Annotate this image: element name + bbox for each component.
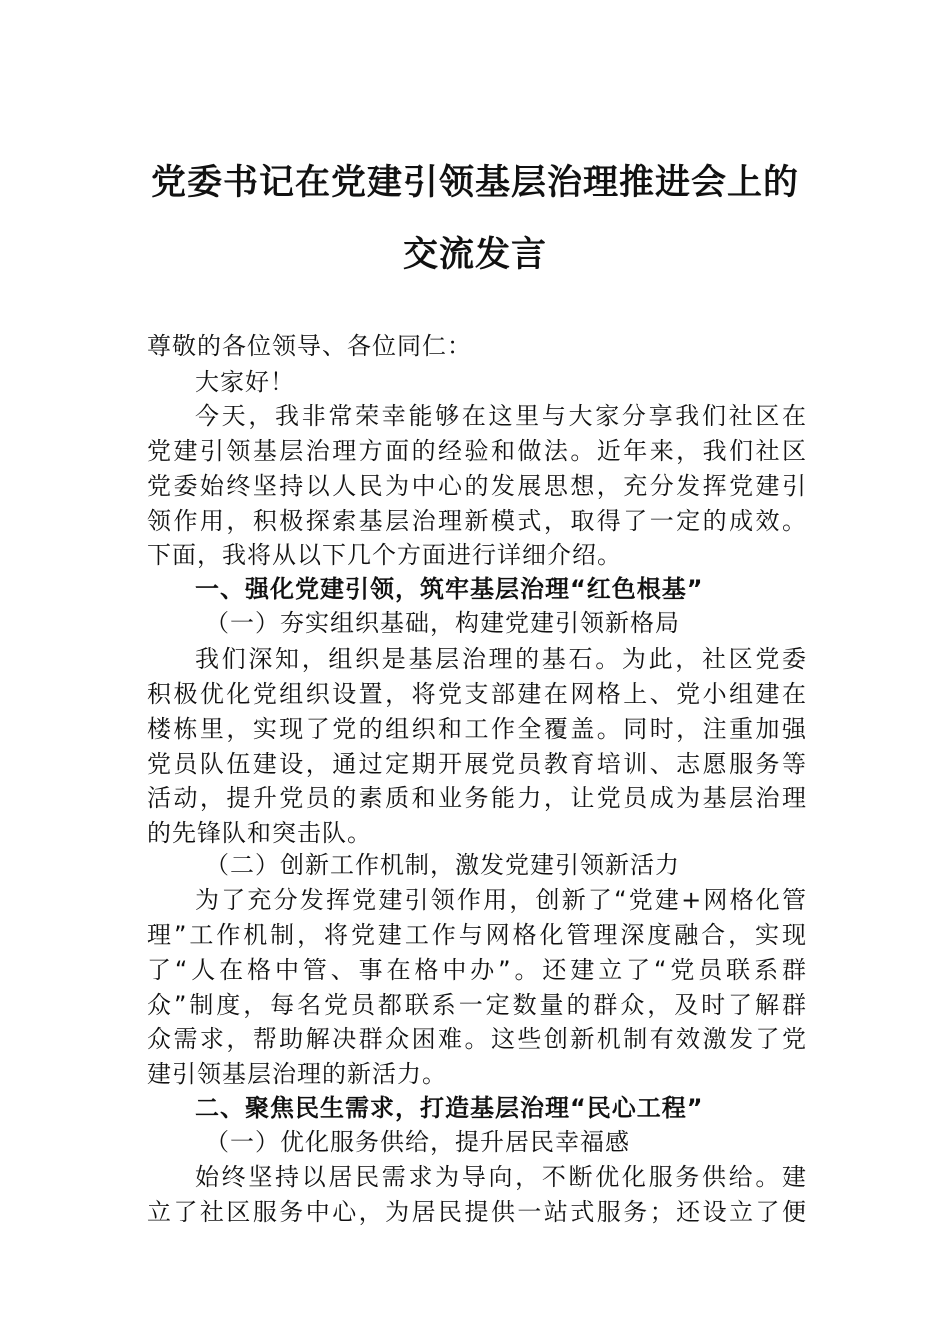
section-1-sub-2-line: 理”工作机制，将党建工作与网格化管理深度融合，实现 bbox=[147, 921, 807, 949]
section-2-sub-1-line: 始终坚持以居民需求为导向，不断优化服务供给。建 bbox=[195, 1163, 807, 1191]
section-1-sub-1-line: 楼栋里，实现了党的组织和工作全覆盖。同时，注重加强 bbox=[147, 715, 807, 743]
section-1-subheading-1: （一）夯实组织基础，构建党建引领新格局 bbox=[205, 609, 680, 637]
section-1-sub-1-line: 我们深知，组织是基层治理的基石。为此，社区党委 bbox=[195, 645, 807, 673]
intro-line: 党委始终坚持以人民为中心的发展思想，充分发挥党建引 bbox=[147, 472, 807, 500]
section-1-sub-2-line: 众需求，帮助解决群众困难。这些创新机制有效激发了党 bbox=[147, 1025, 807, 1053]
section-1-sub-2-line: 众”制度，每名党员都联系一定数量的群众，及时了解群 bbox=[147, 991, 807, 1019]
section-1-sub-2-line: 为了充分发挥党建引领作用，创新了“党建+网格化管 bbox=[195, 886, 807, 914]
section-2-subheading-1: （一）优化服务供给，提升居民幸福感 bbox=[205, 1128, 630, 1156]
document-title-line-1: 党委书记在党建引领基层治理推进会上的 bbox=[150, 162, 799, 203]
intro-line: 领作用，积极探索基层治理新模式，取得了一定的成效。 bbox=[147, 507, 807, 535]
greeting: 大家好！ bbox=[195, 368, 295, 396]
intro-line: 下面，我将从以下几个方面进行详细介绍。 bbox=[147, 541, 622, 569]
section-1-sub-2-line: 了“人在格中管、事在格中办”。还建立了“党员联系群 bbox=[147, 956, 807, 984]
section-2-sub-1-line: 立了社区服务中心，为居民提供一站式服务；还设立了便 bbox=[147, 1198, 807, 1226]
section-1-sub-1-line: 党员队伍建设，通过定期开展党员教育培训、志愿服务等 bbox=[147, 750, 807, 778]
section-1-sub-1-line: 的先锋队和突击队。 bbox=[147, 819, 372, 847]
section-1-sub-1-line: 积极优化党组织设置，将党支部建在网格上、党小组建在 bbox=[147, 680, 807, 708]
section-2-heading: 二、聚焦民生需求，打造基层治理“民心工程” bbox=[195, 1094, 704, 1122]
section-1-sub-1-line: 活动，提升党员的素质和业务能力，让党员成为基层治理 bbox=[147, 784, 807, 812]
section-1-heading: 一、强化党建引领，筑牢基层治理“红色根基” bbox=[195, 575, 704, 603]
section-1-sub-2-line: 建引领基层治理的新活力。 bbox=[147, 1060, 447, 1088]
intro-line: 党建引领基层治理方面的经验和做法。近年来，我们社区 bbox=[147, 437, 807, 465]
intro-line: 今天，我非常荣幸能够在这里与大家分享我们社区在 bbox=[195, 402, 807, 430]
salutation: 尊敬的各位领导、各位同仁： bbox=[147, 332, 472, 360]
document-title-line-2: 交流发言 bbox=[402, 234, 547, 275]
section-1-subheading-2: （二）创新工作机制，激发党建引领新活力 bbox=[205, 851, 680, 879]
